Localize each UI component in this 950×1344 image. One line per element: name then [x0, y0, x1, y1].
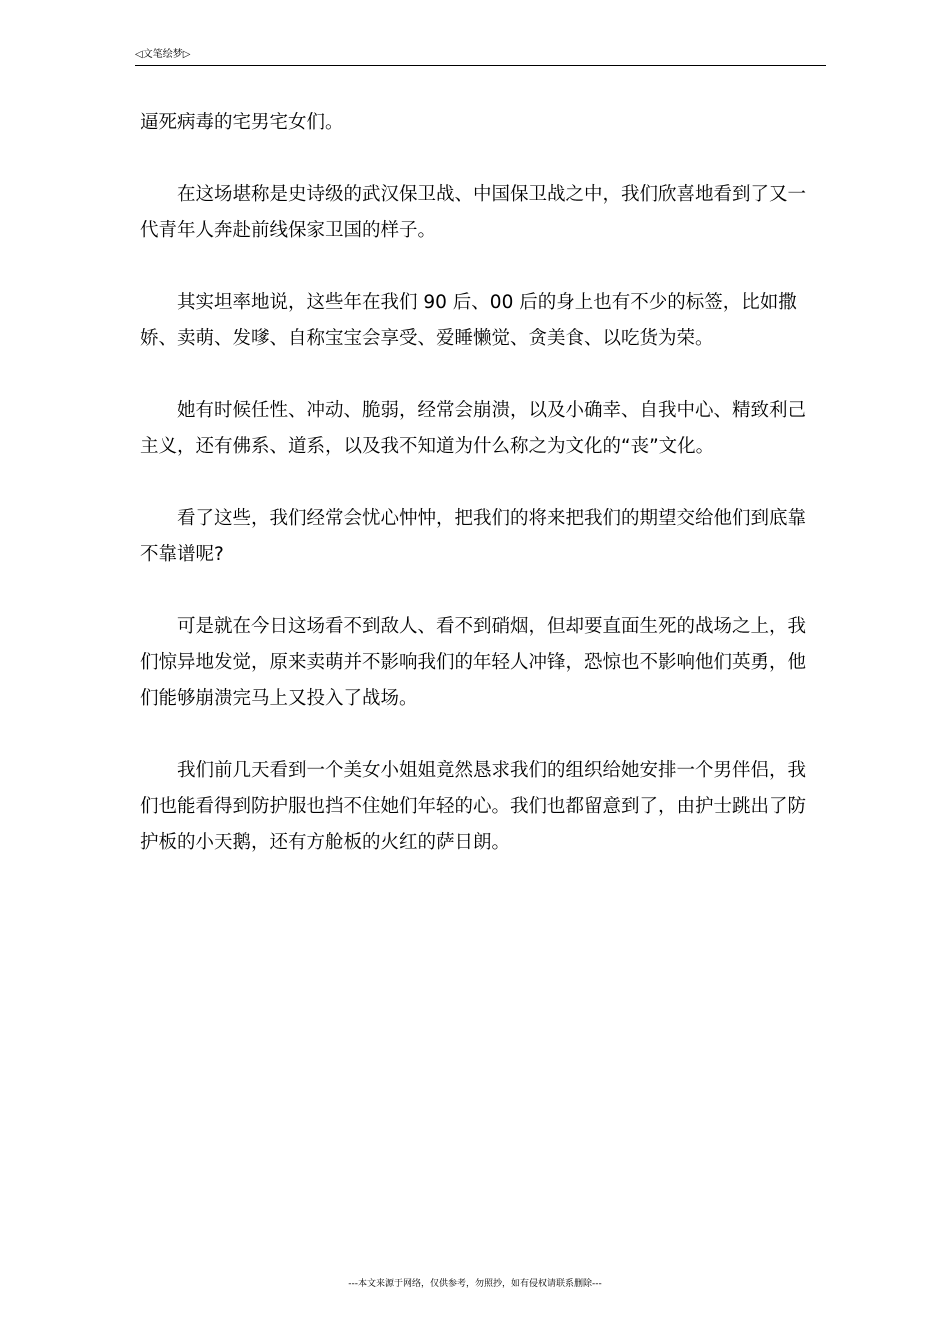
page-header: [135, 48, 826, 66]
page-footer: ---本文来源于网络，仅供参考，勿照抄，如有侵权请联系删除---: [348, 1279, 602, 1289]
paragraph-continuation: 逼死病毒的宅男宅女们。: [140, 112, 344, 133]
paragraph: 她有时候任性、冲动、脆弱，经常会崩溃，以及小确幸、自我中心、精致利己主义，还有佛系、道系，以及我不知道为什么称之为文化的“丧”文化。: [140, 400, 807, 457]
paragraph: 其实坦率地说，这些年在我们 90 后、00 后的身上也有不少的标签，比如撒娇、卖萌、发嗲、自称宝宝会享受、爱睡懒觉、贪美食、以吃货为荣。: [140, 292, 797, 349]
header-title-group: [135, 49, 190, 61]
header-title: 文笔绘梦: [142, 49, 183, 60]
paragraph: 我们前几天看到一个美女小姐姐竟然恳求我们的组织给她安排一个男伴侣，我们也能看得到防护服也挡不住她们年轻的心。我们也都留意到了，由护士跳出了防护板的小天鹅，还有方舱板的火红的萨日朗。: [140, 760, 807, 853]
paragraph: 看了这些，我们经常会忧心忡忡，把我们的将来把我们的期望交给他们到底靠不靠谱呢?: [140, 508, 807, 565]
paragraph: 可是就在今日这场看不到敌人、看不到硝烟，但却要直面生死的战场之上，我们惊异地发觉，原来卖萌并不影响我们的年轻人冲锋，恐惊也不影响他们英勇，他们能够崩溃完马上又投入了战场。: [140, 616, 807, 709]
paragraph: 在这场堪称是史诗级的武汉保卫战、中国保卫战之中，我们欣喜地看到了又一代青年人奔赴前线保家卫国的样子。: [140, 184, 807, 241]
document-body: [140, 105, 820, 897]
right-triangle-icon: ▷: [182, 49, 191, 60]
left-triangle-icon: ◁: [135, 49, 143, 60]
